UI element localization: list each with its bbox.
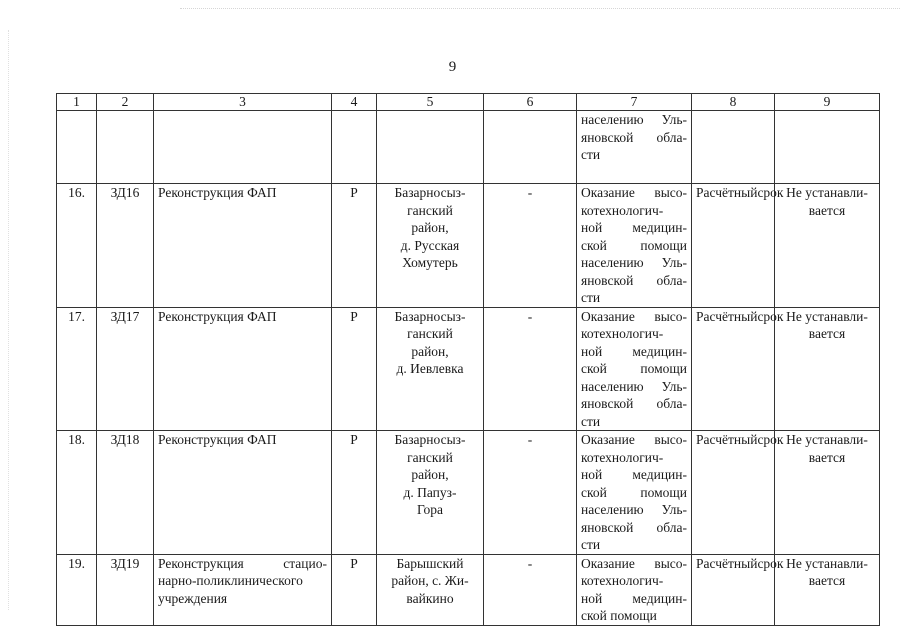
cell-line: Хомутерь — [402, 255, 458, 270]
cell-type — [332, 111, 377, 184]
cell-purpose — [577, 431, 692, 555]
cell-line: ской помощи — [581, 361, 687, 376]
cell-line: вайкино — [406, 590, 454, 606]
cell-line: район, — [411, 467, 449, 482]
cell-number — [57, 111, 97, 184]
cell-line: котехнологич- — [581, 326, 664, 341]
cell-line: ной медицин- — [581, 590, 687, 606]
cell-line: яновской обла- — [581, 272, 687, 288]
cell-line: Оказание высо- — [581, 555, 687, 571]
page-number: 9 — [448, 59, 457, 75]
cell-line: Не устанавли- — [786, 432, 868, 447]
cell-type: Р — [332, 184, 377, 308]
cell-line: Оказание высо- — [581, 432, 687, 447]
column-header: 6 — [484, 94, 577, 111]
cell-location — [377, 554, 484, 625]
cell-type: Р — [332, 307, 377, 431]
cell-line: Расчётный — [696, 432, 758, 447]
cell-type: Р — [332, 431, 377, 555]
data-table — [56, 93, 880, 626]
cell-line: учреждения — [158, 590, 228, 606]
cell-line: Гора — [416, 502, 444, 517]
cell-line: ской помощи — [581, 237, 687, 253]
cell-line: населению Уль- — [581, 502, 687, 517]
cell-code: ЗД17 — [97, 307, 154, 431]
cell-code: ЗД16 — [97, 184, 154, 308]
cell-line: Базарносыз- — [394, 308, 466, 324]
column-header: 2 — [97, 94, 154, 111]
cell-purpose — [577, 307, 692, 431]
cell-line: Базарносыз- — [394, 185, 466, 200]
cell-line: котехнологич- — [581, 202, 664, 218]
table-row — [57, 111, 880, 184]
column-header: 9 — [775, 94, 880, 111]
cell-line: ной медицин- — [581, 467, 687, 482]
cell-deadline — [692, 307, 784, 431]
cell-line: вается — [808, 573, 846, 588]
cell-name — [154, 184, 332, 308]
cell-deadline — [692, 111, 775, 184]
scan-artifact-left — [8, 30, 10, 610]
cell-line: Реконструкция ФАП — [158, 432, 277, 447]
column-header: 8 — [692, 94, 775, 111]
cell-line: яновской обла- — [581, 519, 687, 535]
cell-line: ной медицин- — [581, 343, 687, 359]
cell-line: ганский — [407, 449, 453, 465]
cell-line: Расчётный — [696, 555, 758, 571]
cell-type: Р — [332, 554, 377, 625]
header-row — [57, 94, 880, 111]
cell-number: 18. — [57, 431, 97, 555]
cell-params: - — [484, 184, 577, 308]
cell-line: Расчётный — [696, 185, 758, 200]
column-header: 4 — [332, 94, 377, 111]
cell-line: вается — [808, 202, 846, 218]
cell-line: вается — [808, 326, 846, 341]
cell-deadline — [692, 431, 784, 555]
table-row — [57, 431, 880, 555]
table-row — [57, 307, 880, 431]
cell-line: д. Папуз- — [403, 484, 457, 500]
cell-number: 17. — [57, 307, 97, 431]
cell-line: населению Уль- — [581, 255, 687, 270]
cell-line: срок — [757, 185, 784, 200]
cell-zone — [775, 111, 880, 184]
cell-line: Реконструкция ФАП — [158, 308, 277, 324]
cell-params: - — [484, 554, 577, 625]
cell-line: сти — [581, 290, 601, 305]
cell-number: 16. — [57, 184, 97, 308]
cell-line: населению Уль- — [581, 378, 687, 394]
cell-name — [154, 554, 332, 625]
cell-number: 19. — [57, 554, 97, 625]
table-row — [57, 184, 880, 308]
cell-line: Расчётный — [696, 308, 758, 324]
cell-params: - — [484, 307, 577, 431]
cell-params: - — [484, 431, 577, 555]
column-header: 7 — [577, 94, 692, 111]
cell-line: Не устанавли- — [786, 308, 868, 324]
column-header: 3 — [154, 94, 332, 111]
cell-line: котехнологич- — [581, 573, 664, 588]
cell-line: яновской обла- — [581, 129, 687, 145]
cell-line: вается — [808, 449, 846, 465]
cell-deadline — [692, 184, 784, 308]
cell-zone — [775, 307, 880, 431]
cell-code: ЗД19 — [97, 554, 154, 625]
cell-line: сти — [581, 147, 601, 162]
cell-line: населению Уль- — [581, 112, 687, 127]
cell-line: сти — [581, 413, 601, 429]
cell-purpose — [577, 554, 692, 625]
cell-line: ской помощи — [581, 608, 657, 623]
cell-line: ной медицин- — [581, 220, 687, 235]
cell-line: срок — [757, 432, 784, 447]
cell-location — [377, 307, 484, 431]
cell-line: срок — [757, 308, 784, 324]
cell-line: сти — [581, 537, 601, 552]
cell-line: Реконструкция стацио- — [158, 555, 327, 571]
scan-artifact-top — [180, 8, 900, 10]
cell-line: ганский — [407, 326, 453, 341]
cell-location — [377, 111, 484, 184]
cell-zone — [775, 184, 880, 308]
cell-line: яновской обла- — [581, 396, 687, 411]
cell-line: котехнологич- — [581, 449, 664, 465]
cell-name — [154, 111, 332, 184]
cell-purpose — [577, 184, 692, 308]
cell-line: район, — [411, 220, 449, 235]
cell-zone — [775, 554, 880, 625]
cell-code: ЗД18 — [97, 431, 154, 555]
cell-deadline — [692, 554, 784, 625]
column-header: 5 — [377, 94, 484, 111]
cell-line: район, с. Жи- — [391, 573, 469, 588]
cell-line: д. Иевлевка — [396, 361, 464, 376]
cell-line: ской помощи — [581, 484, 687, 500]
cell-line: ганский — [407, 202, 453, 218]
cell-name — [154, 307, 332, 431]
cell-line: Базарносыз- — [394, 432, 466, 447]
cell-line: срок — [757, 555, 784, 571]
cell-line: Не устанавли- — [786, 555, 868, 571]
cell-code — [97, 111, 154, 184]
cell-name — [154, 431, 332, 555]
cell-line: нарно-поликлинического — [158, 573, 303, 588]
cell-location — [377, 184, 484, 308]
cell-params — [484, 111, 577, 184]
cell-purpose — [577, 111, 692, 184]
cell-line: Барышский — [396, 555, 464, 571]
cell-line: Не устанавли- — [786, 185, 868, 200]
cell-line: Реконструкция ФАП — [158, 185, 277, 200]
cell-line: д. Русская — [400, 237, 460, 253]
cell-line: район, — [411, 343, 449, 359]
cell-line: Оказание высо- — [581, 185, 687, 200]
cell-location — [377, 431, 484, 555]
cell-line: Оказание высо- — [581, 308, 687, 324]
column-header: 1 — [57, 94, 97, 111]
cell-zone — [775, 431, 880, 555]
table-row — [57, 554, 880, 625]
